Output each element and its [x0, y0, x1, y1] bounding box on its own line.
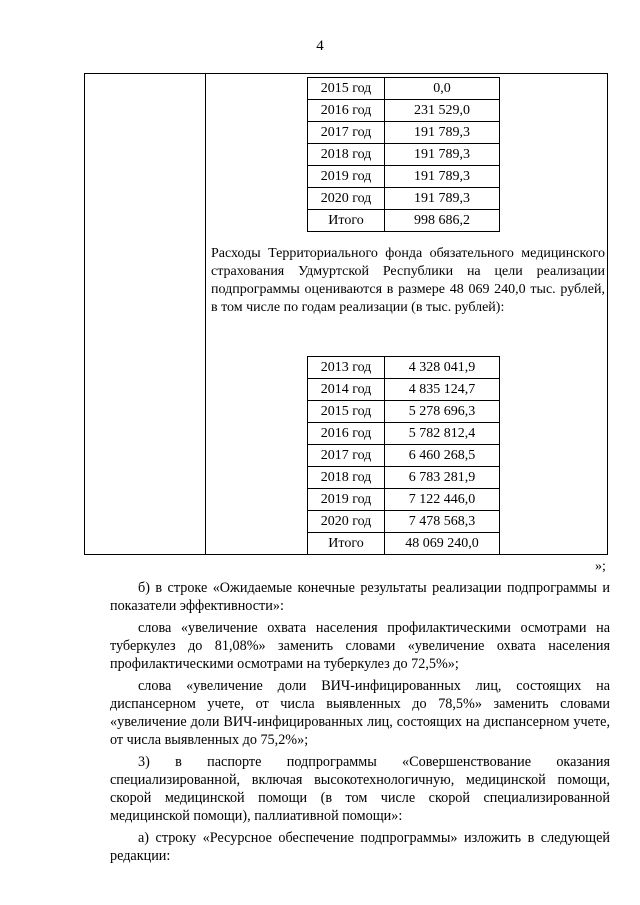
table-row: [308, 467, 500, 489]
year-cell: 2018 год: [308, 144, 385, 166]
paragraph-tb-words: слова «увеличение охвата населения профилактическими осмотрами на туберкулез до 81,08%» заменить словами «увеличение охвата населения профилактическими осмотрами на туберкулез до 72,5%»;: [110, 620, 610, 672]
amount-cell: 191 789,3: [385, 188, 500, 210]
year-cell: 2018 год: [308, 467, 385, 489]
paragraph-b: б) в строке «Ожидаемые конечные результаты реализации подпрограммы и показатели эффективности»:: [110, 580, 610, 614]
year-cell: 2019 год: [308, 489, 385, 511]
table-row: [308, 188, 500, 210]
amount-cell: 4 328 041,9: [385, 357, 500, 379]
table-row: [308, 357, 500, 379]
column-divider: [205, 74, 206, 554]
amount-cell: 191 789,3: [385, 166, 500, 188]
year-cell: 2020 год: [308, 511, 385, 533]
amount-cell: 191 789,3: [385, 144, 500, 166]
closing-quote-mark: »;: [595, 559, 606, 574]
amount-cell: 5 782 812,4: [385, 423, 500, 445]
year-cell: Итого: [308, 210, 385, 232]
amount-cell: 231 529,0: [385, 100, 500, 122]
paragraph-3: 3) в паспорте подпрограммы «Совершенствование оказания специализированной, включая высокотехнологичную, медицинской помощи, скорой медицинской помощи (в том числе скорой специализированной медицинской помощи), паллиативной помощи»:: [110, 754, 610, 824]
table-row: [308, 445, 500, 467]
year-cell: 2013 год: [308, 357, 385, 379]
paragraph-a: а) строку «Ресурсное обеспечение подпрограммы» изложить в следующей редакции:: [110, 830, 610, 864]
paragraph-hiv-words: слова «увеличение доли ВИЧ-инфицированных лиц, состоящих на диспансерном учете, от числа выявленных до 78,5%» заменить словами «увеличение доли ВИЧ-инфицированных лиц, состоящих на диспансерном учете, от числа выявленных до 75,2%»;: [110, 678, 610, 748]
year-cell: Итого: [308, 533, 385, 555]
year-cell: 2016 год: [308, 100, 385, 122]
amendment-text: [110, 579, 610, 869]
table-row: [308, 379, 500, 401]
table-row: [308, 144, 500, 166]
year-cell: 2015 год: [308, 401, 385, 423]
year-cell: 2014 год: [308, 379, 385, 401]
table-row: [308, 210, 500, 232]
funding-table-2: [307, 356, 500, 555]
table-row: [308, 122, 500, 144]
amount-cell: 6 460 268,5: [385, 445, 500, 467]
year-cell: 2017 год: [308, 122, 385, 144]
year-cell: 2020 год: [308, 188, 385, 210]
table-row: [308, 511, 500, 533]
year-cell: 2015 год: [308, 78, 385, 100]
table-row: [308, 78, 500, 100]
expenses-paragraph: Расходы Территориального фонда обязательного медицинского страхования Удмуртской Республики на цели реализации подпрограммы оцениваются в размере 48 069 240,0 тыс. рублей, в том числе по годам реализации (в тыс. рублей):: [211, 246, 605, 315]
table-row: [308, 166, 500, 188]
amount-cell: 7 478 568,3: [385, 511, 500, 533]
year-cell: 2016 год: [308, 423, 385, 445]
amount-cell: 48 069 240,0: [385, 533, 500, 555]
amount-cell: 191 789,3: [385, 122, 500, 144]
year-cell: 2019 год: [308, 166, 385, 188]
funding-table-1: [307, 77, 500, 232]
amount-cell: 5 278 696,3: [385, 401, 500, 423]
amount-cell: 0,0: [385, 78, 500, 100]
amount-cell: 4 835 124,7: [385, 379, 500, 401]
amount-cell: 7 122 446,0: [385, 489, 500, 511]
table-row: [308, 533, 500, 555]
year-cell: 2017 год: [308, 445, 385, 467]
table-row: [308, 489, 500, 511]
amount-cell: 998 686,2: [385, 210, 500, 232]
table-row: [308, 401, 500, 423]
table-row: [308, 100, 500, 122]
table-row: [308, 423, 500, 445]
page-number: 4: [316, 38, 324, 54]
amount-cell: 6 783 281,9: [385, 467, 500, 489]
